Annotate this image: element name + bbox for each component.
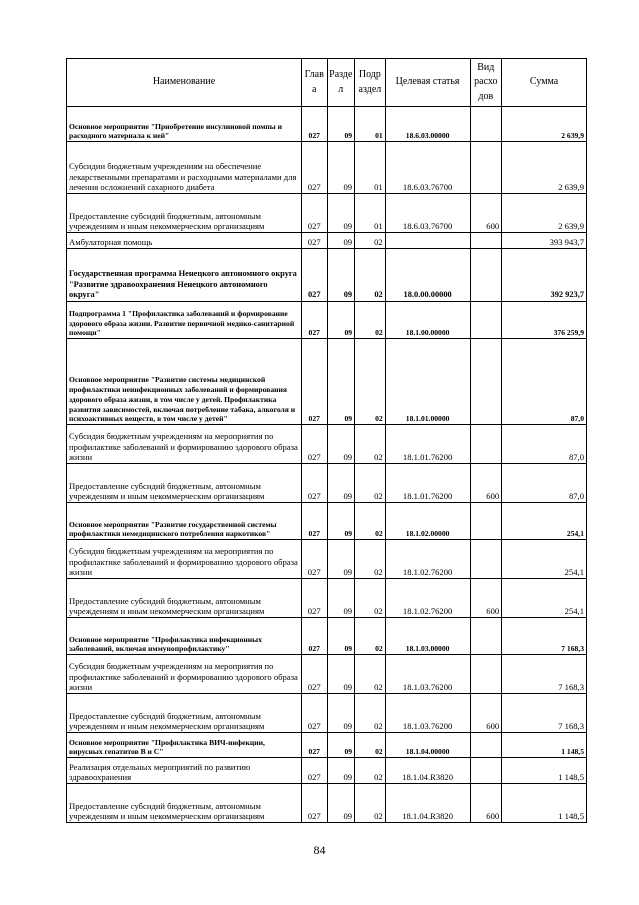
row-sum: 254,1 [502, 503, 587, 540]
header-sum: Сумма [502, 59, 587, 107]
row-sum: 2 639,9 [502, 142, 587, 194]
row-glava: 027 [301, 540, 327, 579]
row-name: Субсидия бюджетным учреждениям на мероприятия по профилактике заболеваний и формированию здорового образа жизни [67, 540, 302, 579]
row-sum: 254,1 [502, 579, 587, 618]
row-glava: 027 [301, 655, 327, 694]
row-sum: 87,0 [502, 425, 587, 464]
row-glava: 027 [301, 302, 327, 339]
row-glava: 027 [301, 694, 327, 733]
row-vid [470, 758, 502, 784]
table-row [67, 249, 587, 302]
row-target: 18.6.03.76700 [385, 194, 470, 233]
table-row [67, 302, 587, 339]
row-target: 18.1.04.R3820 [385, 784, 470, 823]
header-podrazdel: Подр аздел [355, 59, 386, 107]
row-podrazdel: 02 [355, 655, 386, 694]
row-name: Предоставление субсидий бюджетным, автономным учреждениям и иным некоммерческим организациям [67, 579, 302, 618]
row-razdel: 09 [327, 107, 355, 142]
table-row [67, 540, 587, 579]
row-podrazdel: 01 [355, 142, 386, 194]
table-row [67, 733, 587, 758]
row-vid [470, 302, 502, 339]
header-glava: Глав а [301, 59, 327, 107]
row-target: 18.1.01.76200 [385, 425, 470, 464]
row-target: 18.1.02.00000 [385, 503, 470, 540]
row-razdel: 09 [327, 540, 355, 579]
row-vid: 600 [470, 694, 502, 733]
row-target: 18.6.03.00000 [385, 107, 470, 142]
row-glava: 027 [301, 758, 327, 784]
row-vid: 600 [470, 784, 502, 823]
row-glava: 027 [301, 425, 327, 464]
row-razdel: 09 [327, 503, 355, 540]
row-name: Основное мероприятие "Развитие государственной системы профилактики немедицинского потребления наркотиков" [67, 503, 302, 540]
row-target: 18.1.02.76200 [385, 579, 470, 618]
table-row [67, 618, 587, 655]
table-row [67, 339, 587, 425]
row-vid [470, 249, 502, 302]
row-target: 18.1.00.00000 [385, 302, 470, 339]
row-name: Реализация отдельных мероприятий по развитию здравоохранения [67, 758, 302, 784]
table-header [67, 59, 587, 107]
row-sum: 87,0 [502, 339, 587, 425]
row-podrazdel: 02 [355, 579, 386, 618]
row-podrazdel: 02 [355, 302, 386, 339]
row-razdel: 09 [327, 194, 355, 233]
header-target: Целевая статья [385, 59, 470, 107]
row-vid: 600 [470, 194, 502, 233]
row-name: Основное мероприятие "Профилактика ВИЧ-инфекции, вирусных гепатитов В и С" [67, 733, 302, 758]
row-name: Предоставление субсидий бюджетным, автономным учреждениям и иным некоммерческим организациям [67, 194, 302, 233]
row-sum: 393 943,7 [502, 233, 587, 249]
row-sum: 7 168,3 [502, 694, 587, 733]
row-razdel: 09 [327, 758, 355, 784]
row-target: 18.1.01.76200 [385, 464, 470, 503]
row-podrazdel: 01 [355, 194, 386, 233]
row-sum: 376 259,9 [502, 302, 587, 339]
row-glava: 027 [301, 503, 327, 540]
row-sum: 1 148,5 [502, 758, 587, 784]
row-target: 18.1.04.00000 [385, 733, 470, 758]
row-name: Основное мероприятие "Развитие системы медицинской профилактики неинфекционных заболеваний и формирования здорового образа жизни, в том числе у детей. Профилактика развития зависимостей, включая потребление табака, алкоголя и психоактивных веществ, в том числе у детей" [67, 339, 302, 425]
table-row [67, 784, 587, 823]
row-razdel: 09 [327, 655, 355, 694]
row-glava: 027 [301, 142, 327, 194]
row-razdel: 09 [327, 249, 355, 302]
header-razdel: Разде л [327, 59, 355, 107]
row-razdel: 09 [327, 142, 355, 194]
table-row [67, 194, 587, 233]
table-row [67, 579, 587, 618]
row-razdel: 09 [327, 233, 355, 249]
row-target: 18.1.03.76200 [385, 694, 470, 733]
row-glava: 027 [301, 107, 327, 142]
row-razdel: 09 [327, 733, 355, 758]
header-name: Наименование [67, 59, 302, 107]
row-target: 18.1.01.00000 [385, 339, 470, 425]
table-row [67, 425, 587, 464]
row-sum: 7 168,3 [502, 618, 587, 655]
row-podrazdel: 02 [355, 733, 386, 758]
row-vid [470, 425, 502, 464]
row-name: Предоставление субсидий бюджетным, автономным учреждениям и иным некоммерческим организациям [67, 694, 302, 733]
row-sum: 254,1 [502, 540, 587, 579]
row-target: 18.0.00.00000 [385, 249, 470, 302]
row-glava: 027 [301, 233, 327, 249]
row-name: Государственная программа Ненецкого автономного округа "Развитие здравоохранения Ненецкого автономного округа" [67, 249, 302, 302]
row-razdel: 09 [327, 784, 355, 823]
row-razdel: 09 [327, 464, 355, 503]
row-vid [470, 107, 502, 142]
row-vid [470, 339, 502, 425]
row-vid: 600 [470, 464, 502, 503]
row-name: Основное мероприятие "Приобретение инсулиновой помпы и расходного материала к ней" [67, 107, 302, 142]
row-vid: 600 [470, 579, 502, 618]
row-razdel: 09 [327, 339, 355, 425]
row-podrazdel: 02 [355, 464, 386, 503]
row-name: Предоставление субсидий бюджетным, автономным учреждениям и иным некоммерческим организациям [67, 464, 302, 503]
row-vid [470, 233, 502, 249]
row-glava: 027 [301, 194, 327, 233]
row-target: 18.1.02.76200 [385, 540, 470, 579]
row-name: Предоставление субсидий бюджетным, автономным учреждениям и иным некоммерческим организациям [67, 784, 302, 823]
row-razdel: 09 [327, 302, 355, 339]
table-row [67, 142, 587, 194]
row-glava: 027 [301, 618, 327, 655]
row-podrazdel: 02 [355, 249, 386, 302]
row-sum: 2 639,9 [502, 194, 587, 233]
row-vid [470, 618, 502, 655]
row-podrazdel: 02 [355, 339, 386, 425]
row-target [385, 233, 470, 249]
row-vid [470, 655, 502, 694]
row-name: Амбулаторная помощь [67, 233, 302, 249]
row-razdel: 09 [327, 579, 355, 618]
row-target: 18.6.03.76700 [385, 142, 470, 194]
row-sum: 1 148,5 [502, 784, 587, 823]
row-glava: 027 [301, 464, 327, 503]
budget-table [66, 58, 587, 823]
row-vid [470, 540, 502, 579]
row-glava: 027 [301, 733, 327, 758]
row-target: 18.1.03.00000 [385, 618, 470, 655]
row-sum: 7 168,3 [502, 655, 587, 694]
row-name: Субсидии бюджетным учреждениям на обеспечение лекарственными препаратами и расходными материалами для лечения осложнений сахарного диабета [67, 142, 302, 194]
row-name: Подпрограмма 1 "Профилактика заболеваний и формирование здорового образа жизни. Развитие первичной медико-санитарной помощи" [67, 302, 302, 339]
table-row [67, 464, 587, 503]
row-name: Основное мероприятие "Профилактика инфекционных заболеваний, включая иммунопрофилактику" [67, 618, 302, 655]
row-name: Субсидия бюджетным учреждениям на мероприятия по профилактике заболеваний и формированию здорового образа жизни [67, 655, 302, 694]
row-glava: 027 [301, 339, 327, 425]
row-glava: 027 [301, 249, 327, 302]
row-glava: 027 [301, 784, 327, 823]
page-number: 84 [313, 843, 326, 857]
row-name: Субсидия бюджетным учреждениям на мероприятия по профилактике заболеваний и формированию здорового образа жизни [67, 425, 302, 464]
row-vid [470, 142, 502, 194]
row-sum: 392 923,7 [502, 249, 587, 302]
table-row [67, 503, 587, 540]
row-podrazdel: 02 [355, 758, 386, 784]
row-podrazdel: 02 [355, 618, 386, 655]
row-razdel: 09 [327, 425, 355, 464]
row-target: 18.1.04.R3820 [385, 758, 470, 784]
table-row [67, 655, 587, 694]
row-sum: 2 639,9 [502, 107, 587, 142]
row-podrazdel: 02 [355, 425, 386, 464]
row-podrazdel: 02 [355, 540, 386, 579]
table-row [67, 758, 587, 784]
row-podrazdel: 02 [355, 784, 386, 823]
row-target: 18.1.03.76200 [385, 655, 470, 694]
table-row [67, 107, 587, 142]
row-podrazdel: 01 [355, 107, 386, 142]
row-sum: 87,0 [502, 464, 587, 503]
row-vid [470, 733, 502, 758]
row-podrazdel: 02 [355, 694, 386, 733]
row-razdel: 09 [327, 694, 355, 733]
header-vid: Вид расхо дов [470, 59, 502, 107]
table-row [67, 694, 587, 733]
row-podrazdel: 02 [355, 233, 386, 249]
row-podrazdel: 02 [355, 503, 386, 540]
row-glava: 027 [301, 579, 327, 618]
row-sum: 1 148,5 [502, 733, 587, 758]
table-row [67, 233, 587, 249]
row-razdel: 09 [327, 618, 355, 655]
row-vid [470, 503, 502, 540]
